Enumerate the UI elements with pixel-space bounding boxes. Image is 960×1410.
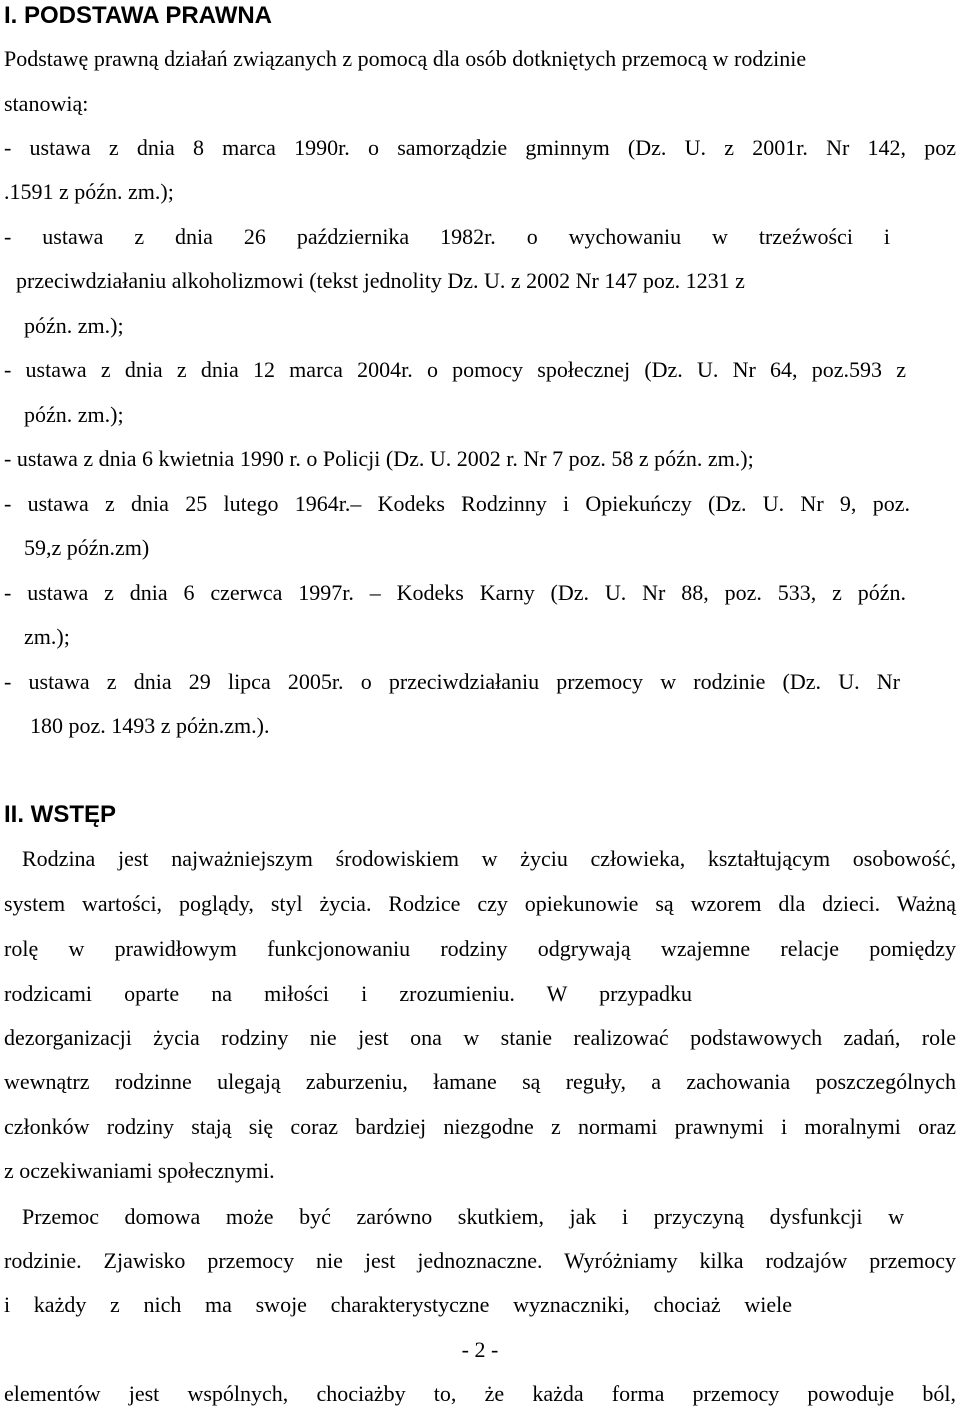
law-item-line: - ustawa z dnia 6 czerwca 1997r. – Kodeks Karny (Dz. U. Nr 88, poz. 533, z późn.: [4, 580, 906, 605]
intro-line: stanowią:: [4, 91, 89, 116]
law-item-line: .1591 z późn. zm.);: [4, 179, 174, 204]
intro-line: Podstawę prawną działań związanych z pomocą dla osób dotkniętych przemocą w rodzinie: [4, 46, 807, 71]
paragraph-line: Rodzina jest najważniejszym środowiskiem w życiu człowieka, kształtującym osobowość,: [22, 846, 956, 871]
law-item-line: 180 poz. 1493 z póżn.zm.).: [30, 713, 270, 738]
law-item-line: - ustawa z dnia 25 lutego 1964r.– Kodeks Rodzinny i Opiekuńczy (Dz. U. Nr 9, poz.: [4, 491, 910, 516]
paragraph-line: członków rodziny stają się coraz bardziej niezgodne z normami prawnymi i moralnymi oraz: [4, 1114, 956, 1139]
paragraph-line: rodzicami oparte na miłości i zrozumieniu. W przypadku: [4, 981, 692, 1006]
paragraph-line: rolę w prawidłowym funkcjonowaniu rodziny odgrywają wzajemne relacje pomiędzy: [4, 936, 956, 961]
law-item-line: 59,z późn.zm): [24, 535, 150, 560]
law-item-line: - ustawa z dnia 8 marca 1990r. o samorządzie gminnym (Dz. U. z 2001r. Nr 142, poz: [4, 135, 956, 160]
law-item-line: - ustawa z dnia 6 kwietnia 1990 r. o Policji (Dz. U. 2002 r. Nr 7 poz. 58 z późn. zm.);: [4, 446, 754, 471]
law-item-line: - ustawa z dnia 26 października 1982r. o wychowaniu w trzeźwości i: [4, 224, 890, 249]
paragraph-line: rodzinie. Zjawisko przemocy nie jest jednoznaczne. Wyróżniamy kilka rodzajów przemocy: [4, 1248, 956, 1273]
law-item-line: - ustawa z dnia 29 lipca 2005r. o przeciwdziałaniu przemocy w rodzinie (Dz. U. Nr: [4, 669, 900, 694]
page-number: - 2 -: [461, 1337, 499, 1362]
paragraph-line: dezorganizacji życia rodziny nie jest ona w stanie realizować podstawowych zadań, role: [4, 1025, 956, 1050]
paragraph-line: system wartości, poglądy, styl życia. Rodzice czy opiekunowie są wzorem dla dzieci. Ważną: [4, 891, 956, 916]
law-item-line: zm.);: [24, 624, 70, 649]
paragraph-line: elementów jest wspólnych, chociażby to, że każda forma przemocy powoduje ból,: [4, 1381, 956, 1406]
law-item-line: przeciwdziałaniu alkoholizmowi (tekst jednolity Dz. U. z 2002 Nr 147 poz. 1231 z: [16, 268, 745, 293]
law-item-line: późn. zm.);: [24, 313, 124, 338]
law-item-line: - ustawa z dnia z dnia 12 marca 2004r. o pomocy społecznej (Dz. U. Nr 64, poz.593 z: [4, 357, 906, 382]
section-heading-introduction: II. WSTĘP: [4, 801, 117, 828]
section-heading-legal-basis: I. PODSTAWA PRAWNA: [4, 2, 273, 29]
paragraph-line: z oczekiwaniami społecznymi.: [4, 1158, 275, 1183]
paragraph-line: Przemoc domowa może być zarówno skutkiem, jak i przyczyną dysfunkcji w: [22, 1204, 904, 1229]
paragraph-line: wewnątrz rodzinne ulegają zaburzeniu, łamane są reguły, a zachowania poszczególnych: [4, 1069, 956, 1094]
law-item-line: późn. zm.);: [24, 402, 124, 427]
paragraph-line: i każdy z nich ma swoje charakterystyczne wyznaczniki, chociaż wiele: [4, 1292, 792, 1317]
